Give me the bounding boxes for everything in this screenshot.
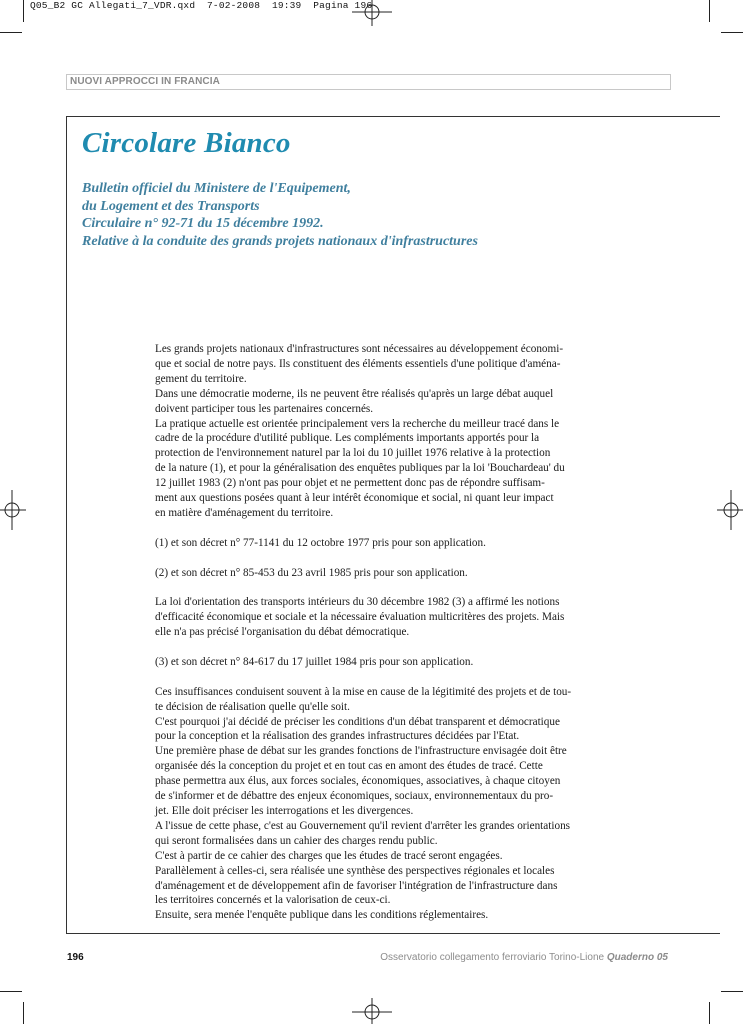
body-line: te décision de réalisation quelle qu'elle soit. bbox=[155, 700, 350, 713]
paragraph-gap bbox=[155, 551, 581, 566]
subtitle-line: Relative à la conduite des grands projets nationaux d'infrastructures bbox=[82, 233, 478, 249]
paragraph-gap bbox=[155, 640, 581, 655]
section-label: NUOVI APPROCCI IN FRANCIA bbox=[66, 74, 671, 90]
body-line: 12 juillet 1983 (2) n'ont pas pour objet et ne permettent donc pas de répondre suffisam- bbox=[155, 477, 545, 490]
registration-mark-top bbox=[352, 0, 392, 26]
page-number: 196 bbox=[67, 952, 84, 963]
subtitle-line: Circulaire n° 92-71 du 15 décembre 1992. bbox=[82, 216, 324, 231]
body-line: A l'issue de cette phase, c'est au Gouvernement qu'il revient d'arrêter les grandes orientations bbox=[155, 819, 571, 832]
body-line: La loi d'orientation des transports intérieurs du 30 décembre 1982 (3) a affirmé les notions bbox=[155, 596, 560, 609]
body-line: que et social de notre pays. Ils constituent des éléments essentiels d'une politique d'aména- bbox=[155, 357, 561, 370]
crop-mark-top-right-h bbox=[721, 32, 743, 33]
body-line: ment aux questions posées quant à leur intérêt économique et social, ni quant leur impact bbox=[155, 492, 554, 505]
paragraph-gap bbox=[155, 521, 581, 536]
crop-mark-top-right-v bbox=[709, 0, 710, 22]
paragraph-gap bbox=[155, 670, 581, 685]
crop-mark-bottom-right-h bbox=[721, 991, 743, 992]
body-line: Les grands projets nationaux d'infrastructures sont nécessaires au développement économi- bbox=[155, 343, 564, 355]
crop-mark-bottom-left-v bbox=[23, 1002, 24, 1024]
footer-publication bbox=[356, 952, 668, 963]
body-line: (1) et son décret n° 77-1141 du 12 octobre 1977 pris pour son application. bbox=[155, 536, 486, 549]
body-line: gement du territoire. bbox=[155, 372, 247, 385]
body-line: d'aménagement et de développement afin de favoriser l'intégration de l'infrastructure dans bbox=[155, 879, 558, 892]
body-text bbox=[155, 342, 581, 923]
body-line: Ensuite, sera menée l'enquête publique dans les conditions réglementaires. bbox=[155, 909, 489, 922]
body-line: Dans une démocratie moderne, ils ne peuvent être réalisés qu'après un large débat auquel bbox=[155, 387, 554, 400]
registration-mark-bottom bbox=[352, 998, 392, 1024]
body-line: jet. Elle doit préciser les interrogations et les divergences. bbox=[155, 805, 414, 818]
print-slug-line: Q05_B2 GC Allegati_7_VDR.qxd 7-02-2008 19:39 Pagina 196 bbox=[30, 0, 373, 11]
body-line: protection de l'environnement naturel par la loi du 10 juillet 1976 relative à la protection bbox=[155, 447, 551, 460]
crop-mark-bottom-left-h bbox=[0, 991, 22, 992]
document-title: Circolare Bianco bbox=[82, 127, 291, 159]
paragraph-gap bbox=[155, 580, 581, 595]
body-line: (2) et son décret n° 85-453 du 23 avril 1985 pris pour son application. bbox=[155, 566, 468, 579]
body-line: de s'informer et de débattre des enjeux économiques, sociaux, environnementaux du pro- bbox=[155, 790, 554, 803]
registration-mark-right bbox=[717, 490, 743, 530]
subtitle-line: Bulletin officiel du Ministere de l'Equipement, bbox=[82, 181, 351, 196]
body-line: (3) et son décret n° 84-617 du 17 juillet 1984 pris pour son application. bbox=[155, 655, 474, 668]
body-line: cadre de la procédure d'utilité publique. Les compléments importants apportés pour la bbox=[155, 432, 540, 445]
crop-mark-top-left-v bbox=[23, 0, 24, 22]
body-line: organisée dés la conception du projet et en tout cas en amont des études de tracé. Cette bbox=[155, 760, 543, 773]
footer-publication-name: Osservatorio collegamento ferroviario Torino-Lione bbox=[380, 952, 605, 963]
body-line: de la nature (1), et pour la généralisation des enquêtes publiques par la loi 'Bouchardeau' du bbox=[155, 462, 565, 475]
body-line: C'est à partir de ce cahier des charges que les études de tracé seront engagées. bbox=[155, 849, 503, 862]
registration-mark-left bbox=[0, 490, 26, 530]
subtitle-line: du Logement et des Transports bbox=[82, 198, 260, 214]
body-line: pour la conception et la réalisation des grandes infrastructures décidées par l'Etat. bbox=[155, 730, 520, 743]
body-line: Une première phase de débat sur les grandes fonctions de l'infrastructure envisagée doit être bbox=[155, 745, 567, 758]
body-line: doivent participer tous les partenaires concernés. bbox=[155, 402, 374, 415]
crop-mark-top-left-h bbox=[0, 32, 22, 33]
document-subtitle bbox=[82, 180, 478, 250]
content-frame-top-rule bbox=[66, 116, 720, 117]
body-line: phase permettra aux élus, aux forces sociales, économiques, associatives, à chaque citoyen bbox=[155, 775, 561, 788]
content-frame-left-rule bbox=[66, 116, 67, 934]
body-line: elle n'a pas précisé l'organisation du débat démocratique. bbox=[155, 626, 410, 639]
body-line: C'est pourquoi j'ai décidé de préciser les conditions d'un débat transparent et démocratique bbox=[155, 715, 560, 728]
body-line: qui seront formalisées dans un cahier des charges rendu public. bbox=[155, 834, 438, 847]
body-line: d'efficacité économique et sociale et la nécessaire évaluation multicritères des projets. Mais bbox=[155, 611, 565, 624]
footer-series: Quaderno 05 bbox=[606, 952, 668, 963]
crop-mark-bottom-right-v bbox=[709, 1002, 710, 1024]
body-line: en matière d'aménagement du territoire. bbox=[155, 506, 334, 519]
body-line: Ces insuffisances conduisent souvent à la mise en cause de la légitimité des projets et de tou- bbox=[155, 685, 572, 698]
body-line: La pratique actuelle est orientée principalement vers la recherche du meilleur tracé dans le bbox=[155, 417, 560, 430]
body-line: les territoires concernés et la valorisation de ceux-ci. bbox=[155, 894, 391, 907]
content-frame-bottom-rule bbox=[66, 933, 720, 934]
body-line: Parallèlement à celles-ci, sera réalisée une synthèse des perspectives régionales et locales bbox=[155, 864, 555, 877]
